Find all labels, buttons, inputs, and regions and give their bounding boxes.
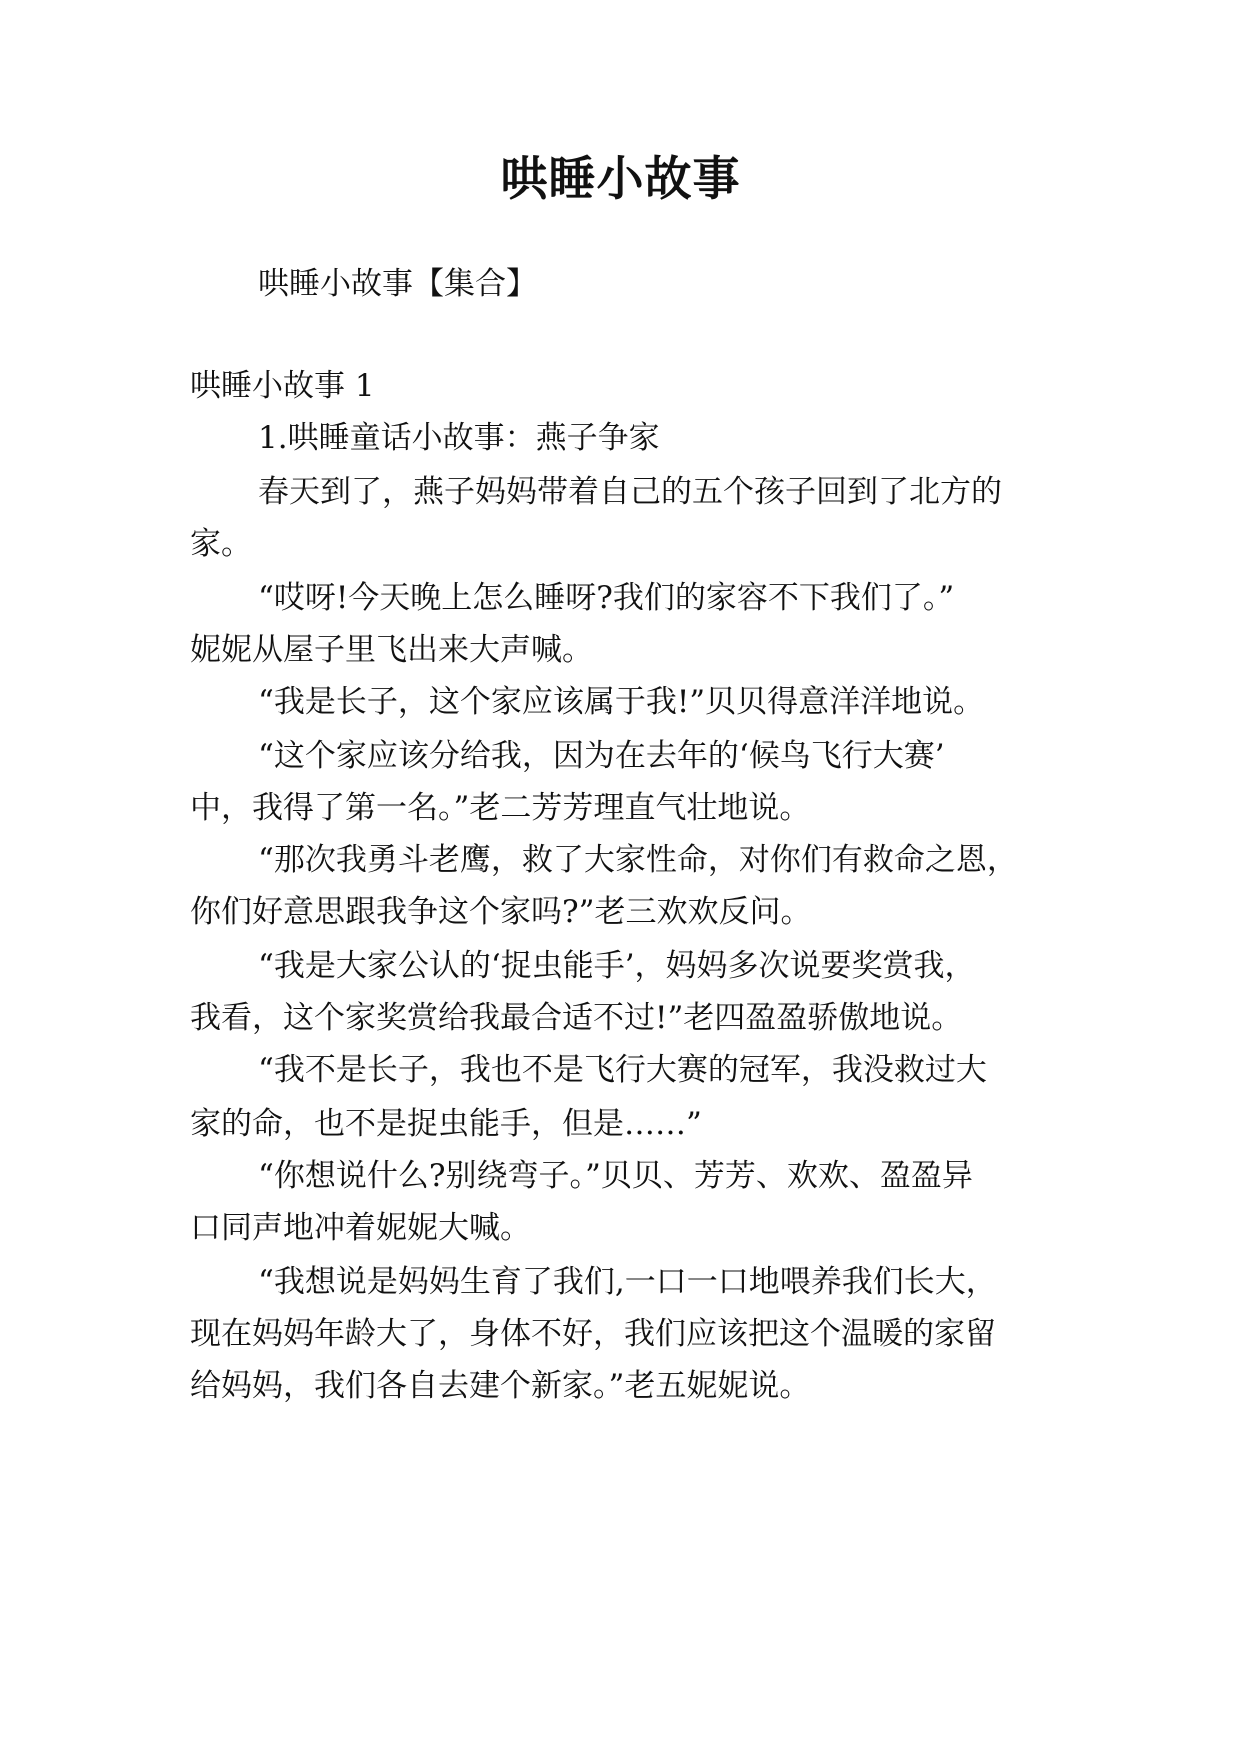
paragraph-line: 口同声地冲着妮妮大喊。 — [190, 1210, 531, 1246]
paragraph-line: 你们好意思跟我争这个家吗?”老三欢欢反问。 — [190, 894, 812, 930]
paragraph-line: 现在妈妈年龄大了，身体不好，我们应该把这个温暖的家留 — [190, 1316, 996, 1352]
paragraph-line: 妮妮从屋子里飞出来大声喊。 — [190, 632, 593, 668]
document-title: 哄睡小故事 — [500, 152, 741, 207]
paragraph-line: “我是大家公认的‘捉虫能手’，妈妈多次说要奖赏我， — [258, 948, 976, 984]
paragraph-line: “这个家应该分给我，因为在去年的‘候鸟飞行大赛’ — [258, 738, 945, 774]
paragraph-line: “那次我勇斗老鹰，救了大家性命，对你们有救命之恩， — [258, 842, 1018, 878]
paragraph-line: 中，我得了第一名。”老二芳芳理直气壮地说。 — [190, 790, 811, 826]
paragraph-line: 给妈妈，我们各自去建个新家。”老五妮妮说。 — [190, 1368, 811, 1404]
paragraph-line: “我是长子，这个家应该属于我!”贝贝得意洋洋地说。 — [258, 684, 985, 720]
paragraph-line: 我看，这个家奖赏给我最合适不过!”老四盈盈骄傲地说。 — [190, 1000, 963, 1036]
paragraph-line: 家的命，也不是捉虫能手，但是……” — [190, 1106, 702, 1142]
paragraph-line: “我想说是妈妈生育了我们,一口一口地喂养我们长大， — [258, 1264, 997, 1300]
paragraph-line: 春天到了，燕子妈妈带着自己的五个孩子回到了北方的 — [258, 474, 1002, 510]
paragraph-line: “哎呀!今天晚上怎么睡呀?我们的家容不下我们了。” — [258, 580, 955, 616]
paragraph-line: “你想说什么?别绕弯子。”贝贝、芳芳、欢欢、盈盈异 — [258, 1158, 973, 1194]
story-title: 1.哄睡童话小故事：燕子争家 — [258, 420, 660, 456]
paragraph-line: “我不是长子，我也不是飞行大赛的冠军，我没救过大 — [258, 1052, 987, 1088]
paragraph-line: 家。 — [190, 526, 252, 562]
document-subtitle: 哄睡小故事【集合】 — [258, 266, 537, 302]
section-heading: 哄睡小故事 1 — [190, 368, 375, 404]
